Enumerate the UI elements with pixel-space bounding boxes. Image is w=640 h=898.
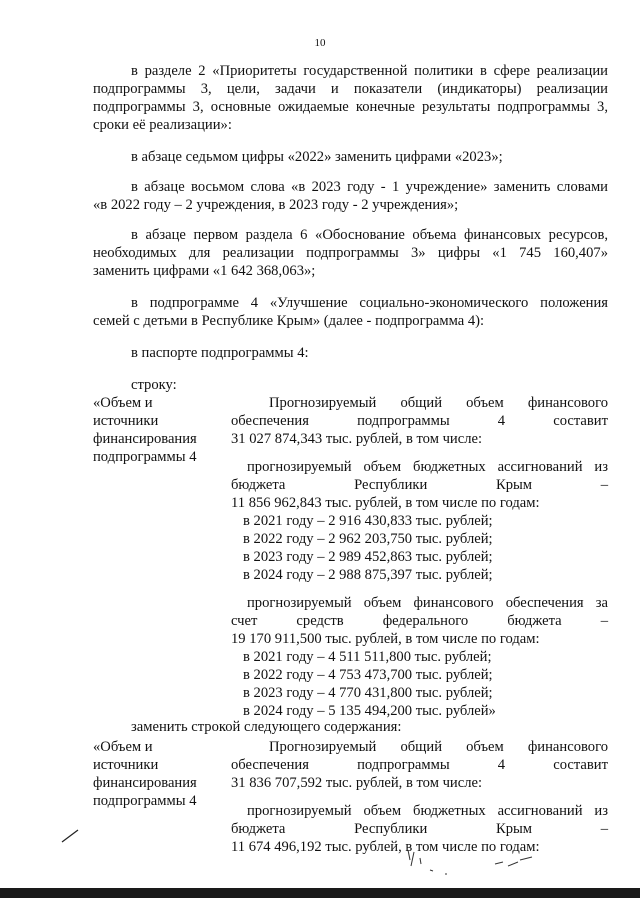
text-line: в подпрограмме 4 «Улучшение социально-экономического положения [131, 295, 608, 311]
text-line: семей с детьми в Республике Крым» (далее - подпрограмма 4): [93, 313, 485, 329]
text-line: в абзаце первом раздела 6 «Обоснование объема финансовых ресурсов, [131, 227, 608, 243]
text-line: в абзаце восьмом слова «в 2023 году - 1 учреждение» заменить словами [131, 179, 608, 195]
text-line: подпрограммы 3, основные ожидаемые конечные результаты подпрограммы 3, [93, 99, 608, 115]
scan-noise-icon [400, 846, 550, 882]
year-line: в 2023 году – 4 770 431,800 тыс. рублей; [243, 685, 493, 701]
text-line: 19 170 911,500 тыс. рублей, в том числе по годам: [231, 631, 540, 647]
scan-border [0, 888, 640, 898]
text-line: подпрограммы 4 [93, 449, 197, 465]
year-line: в 2022 году – 4 753 473,700 тыс. рублей; [243, 667, 493, 683]
old-row-right-cell [231, 394, 608, 720]
text-line: бюджета Республики Крым – [231, 477, 608, 493]
text-line: финансирования [93, 431, 197, 447]
text-line: обеспечения подпрограммы 4 составит [231, 757, 608, 773]
year-line: в 2022 году – 2 962 203,750 тыс. рублей; [243, 531, 493, 547]
text-line: необходимых для реализации подпрограммы 3» цифры «1 745 160,407» [93, 245, 608, 261]
paragraph-eighth [93, 178, 608, 214]
text-line: «Объем и [93, 739, 153, 755]
text-line: в разделе 2 «Приоритеты государственной политики в сфере реализации [131, 63, 608, 79]
year-line: в 2021 году – 4 511 511,800 тыс. рублей; [243, 649, 492, 665]
text-line: подпрограммы 4 [93, 793, 197, 809]
pen-mark-icon [60, 828, 80, 844]
text-line: подпрограммы 3, цели, задачи и показатели (индикаторы) реализации [93, 81, 608, 97]
paragraph-seventh: в абзаце седьмом цифры «2022» заменить цифрами «2023»; [131, 149, 503, 165]
new-row-left-cell [93, 738, 223, 810]
text-line: Прогнозируемый общий объем финансового [269, 395, 608, 411]
row-label: строку: [131, 377, 177, 393]
text-line: 31 836 707,592 тыс. рублей, в том числе: [231, 775, 483, 791]
text-line: Прогнозируемый общий объем финансового [269, 739, 608, 755]
text-line: бюджета Республики Крым – [231, 821, 608, 837]
text-line: сроки её реализации»: [93, 117, 232, 133]
page-number: 10 [314, 37, 326, 49]
paragraph-passport: в паспорте подпрограммы 4: [131, 345, 309, 361]
year-line: в 2024 году – 2 988 875,397 тыс. рублей; [243, 567, 493, 583]
year-line: в 2021 году – 2 916 430,833 тыс. рублей; [243, 513, 493, 529]
section2-paragraph [93, 62, 608, 134]
old-row-left-cell [93, 394, 223, 466]
text-line: заменить цифрами «1 642 368,063»; [93, 263, 316, 279]
text-line: 11 674 496,192 тыс. рублей, в том числе по годам: [231, 839, 540, 855]
paragraph-section6 [93, 226, 608, 280]
text-line: прогнозируемый объем бюджетных ассигнований из [247, 803, 608, 819]
replace-label: заменить строкой следующего содержания: [131, 719, 402, 735]
text-line: источники [93, 757, 159, 773]
text-line: 31 027 874,343 тыс. рублей, в том числе: [231, 431, 483, 447]
year-line: в 2023 году – 2 989 452,863 тыс. рублей; [243, 549, 493, 565]
year-line: в 2024 году – 5 135 494,200 тыс. рублей» [243, 703, 496, 719]
paragraph-subprogram4 [93, 294, 608, 330]
text-line: прогнозируемый объем бюджетных ассигнований из [247, 459, 608, 475]
text-line: «в 2022 году – 2 учреждения, в 2023 году - 2 учреждения»; [93, 197, 459, 213]
text-line: обеспечения подпрограммы 4 составит [231, 413, 608, 429]
new-row-right-cell [231, 738, 608, 856]
text-line: счет средств федерального бюджета – [231, 613, 608, 629]
text-line: 11 856 962,843 тыс. рублей, в том числе по годам: [231, 495, 540, 511]
text-line: источники [93, 413, 159, 429]
text-line: прогнозируемый объем финансового обеспечения за [247, 595, 608, 611]
text-line: финансирования [93, 775, 197, 791]
text-line: «Объем и [93, 395, 153, 411]
